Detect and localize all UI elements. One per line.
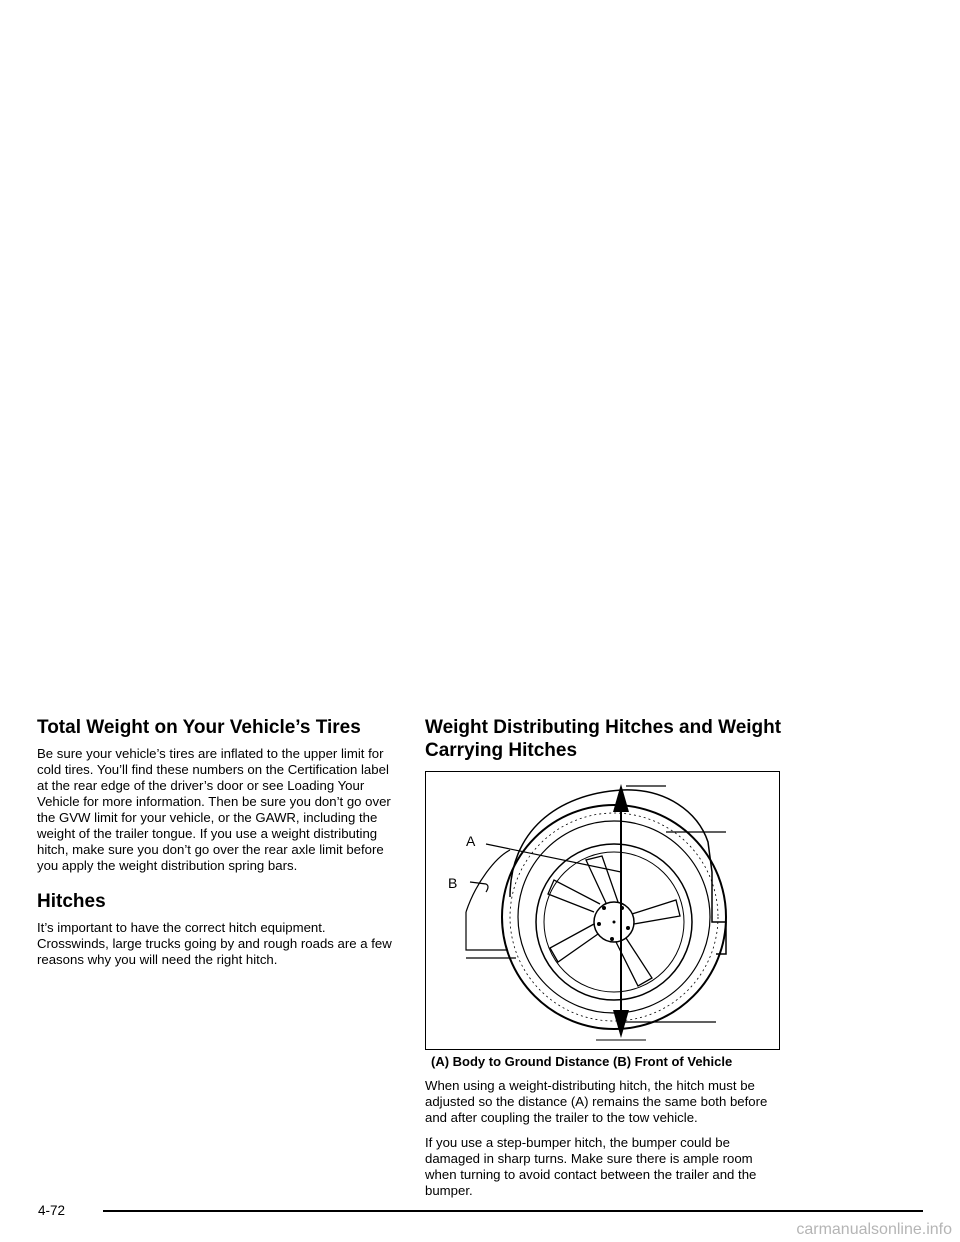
section-heading-total-weight: Total Weight on Your Vehicle’s Tires (37, 717, 361, 738)
tire-inner (518, 821, 710, 1013)
weight-distributing-paragraph: When using a weight-distributing hitch, the hitch must be adjusted so the distance (A) remains the same both before and after coupling the trailer to the tow vehicle. (425, 1078, 768, 1125)
label-b-leader (470, 882, 488, 892)
footer-rule (103, 1210, 923, 1212)
label-b: B (448, 875, 458, 891)
left-column (37, 716, 397, 977)
section-heading-weight-distributing-hitches: Weight Distributing Hitches and Weight Carrying Hitches (425, 717, 782, 761)
arrow-up-head (613, 784, 629, 812)
lug-nuts (597, 906, 630, 941)
tire-illustration (426, 772, 778, 1048)
label-a: A (466, 833, 476, 849)
watermark: carmanualsonline.info (796, 1221, 952, 1238)
total-weight-paragraph: Be sure your vehicle’s tires are inflated to the upper limit for cold tires. You’ll find these numbers on the Certification label at the rear edge of the driver’s door or see Loading Your Vehicle for more information. Then be sure you don’t go over the GVW limit for your vehicle, or the GAWR, including the weight of the trailer tongue. If you use a weight distributing hitch, make sure you don’t go over the rear axle limit before you apply the weight distribution spring bars. (37, 746, 391, 873)
right-column (425, 716, 785, 1208)
page-number: 4-72 (38, 1203, 66, 1218)
figure-caption: (A) Body to Ground Distance (B) Front of Vehicle (431, 1054, 733, 1069)
hitches-paragraph: It’s important to have the correct hitch equipment. Crosswinds, large trucks going by and rough roads are a few reasons why you will need the right hitch. (37, 920, 392, 967)
tire-diagram (425, 771, 780, 1050)
wheel-center (613, 921, 616, 924)
label-a-leader (486, 844, 621, 872)
step-bumper-paragraph: If you use a step-bumper hitch, the bumper could be damaged in sharp turns. Make sure there is ample room when turning to avoid contact between the trailer and the bumper. (425, 1135, 757, 1198)
section-heading-hitches: Hitches (37, 891, 106, 912)
arrow-down-head (613, 1010, 629, 1038)
